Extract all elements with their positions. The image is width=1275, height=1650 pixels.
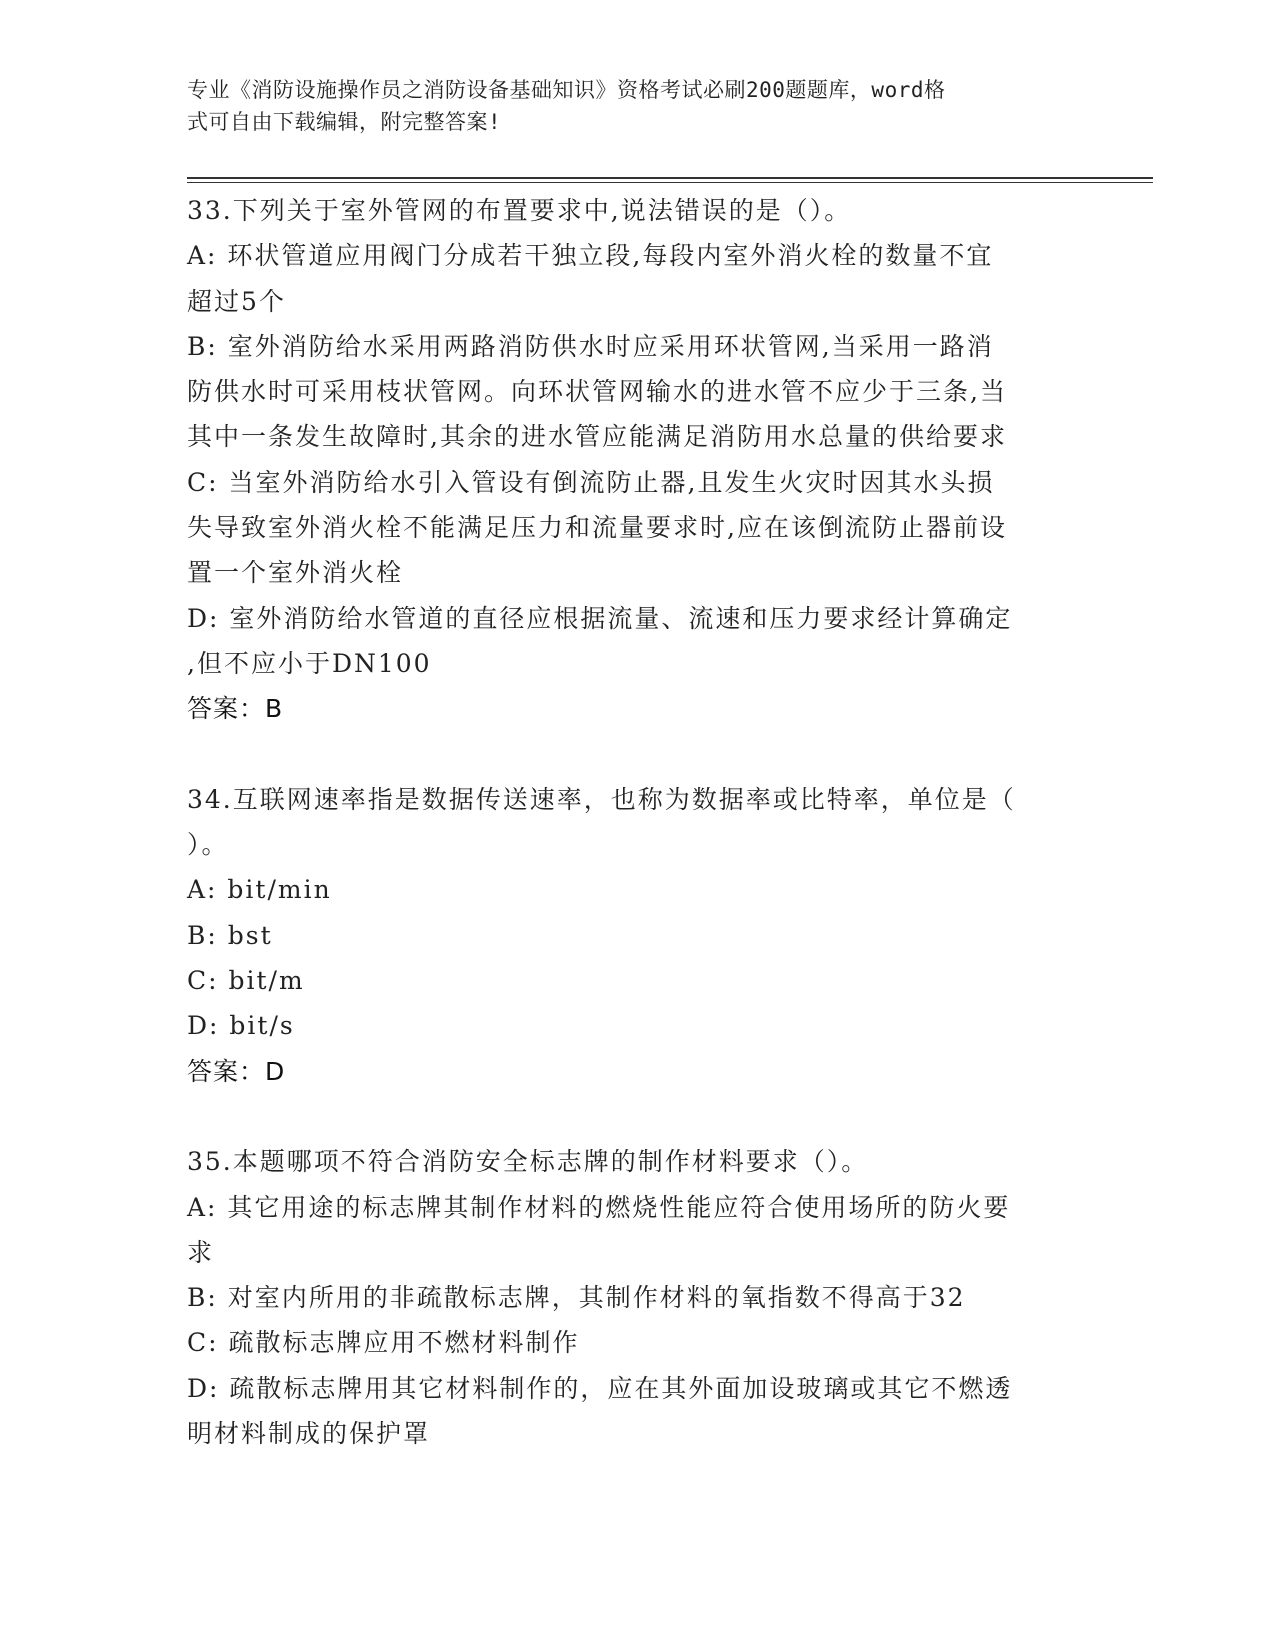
option-a-line: A: 环状管道应用阀门分成若干独立段,每段内室外消火栓的数量不宜	[187, 241, 994, 271]
header-line-1: 专业《消防设施操作员之消防设备基础知识》资格考试必刷200题题库，word格	[187, 78, 946, 102]
question-34-answer: 答案：D	[187, 1056, 286, 1086]
option-c-line: 置一个室外消火栓	[187, 558, 404, 588]
option-d-line: D: 疏散标志牌用其它材料制作的，应在其外面加设玻璃或其它不燃透	[187, 1373, 1013, 1403]
option-b-line: B: bst	[187, 920, 273, 950]
option-a-line: 求	[187, 1237, 215, 1267]
option-d-line: 明材料制成的保护罩	[187, 1419, 431, 1449]
option-b-line: 其中一条发生故障时,其余的进水管应能满足消防用水总量的供给要求	[187, 422, 1007, 452]
header-line-2: 式可自由下载编辑，附完整答案!	[187, 110, 502, 134]
option-d-line: D: bit/s	[187, 1011, 295, 1041]
option-b-line: B: 对室内所用的非疏散标志牌，其制作材料的氧指数不得高于32	[187, 1283, 966, 1313]
option-a-line: A: 其它用途的标志牌其制作材料的燃烧性能应符合使用场所的防火要	[187, 1192, 1011, 1222]
question-35	[187, 1139, 1077, 1456]
header-rule-thin	[187, 182, 1153, 183]
option-d-line: D: 室外消防给水管道的直径应根据流量、流速和压力要求经计算确定	[187, 603, 1013, 633]
option-c-line: C: 当室外消防给水引入管设有倒流防止器,且发生火灾时因其水头损	[187, 467, 995, 497]
option-c-line: C: 疏散标志牌应用不燃材料制作	[187, 1328, 580, 1358]
option-d-line: ,但不应小于DN100	[187, 648, 432, 678]
spacer	[187, 732, 1077, 777]
document-header	[187, 74, 1067, 138]
question-33	[187, 188, 1077, 732]
option-b-line: B: 室外消防给水采用两路消防供水时应采用环状管网,当采用一路消	[187, 331, 994, 361]
question-33-answer: 答案：B	[187, 694, 284, 724]
question-35-stem: 35.本题哪项不符合消防安全标志牌的制作材料要求（）。	[187, 1147, 869, 1177]
question-list	[187, 188, 1077, 1456]
spacer	[187, 1094, 1077, 1139]
question-34	[187, 777, 1077, 1094]
question-34-stem: 34.互联网速率指是数据传送速率，也称为数据率或比特率，单位是（	[187, 784, 1016, 814]
option-c-line: 失导致室外消火栓不能满足压力和流量要求时,应在该倒流防止器前设	[187, 513, 1007, 543]
option-c-line: C: bit/m	[187, 966, 305, 996]
option-b-line: 防供水时可采用枝状管网。向环状管网输水的进水管不应少于三条,当	[187, 377, 1007, 407]
option-a-line: 超过5个	[187, 286, 286, 316]
option-a-line: A: bit/min	[187, 875, 332, 905]
question-33-stem: 33.下列关于室外管网的布置要求中,说法错误的是（）。	[187, 196, 852, 225]
header-rule-thick	[187, 177, 1153, 179]
question-34-stem: ）。	[187, 830, 229, 860]
